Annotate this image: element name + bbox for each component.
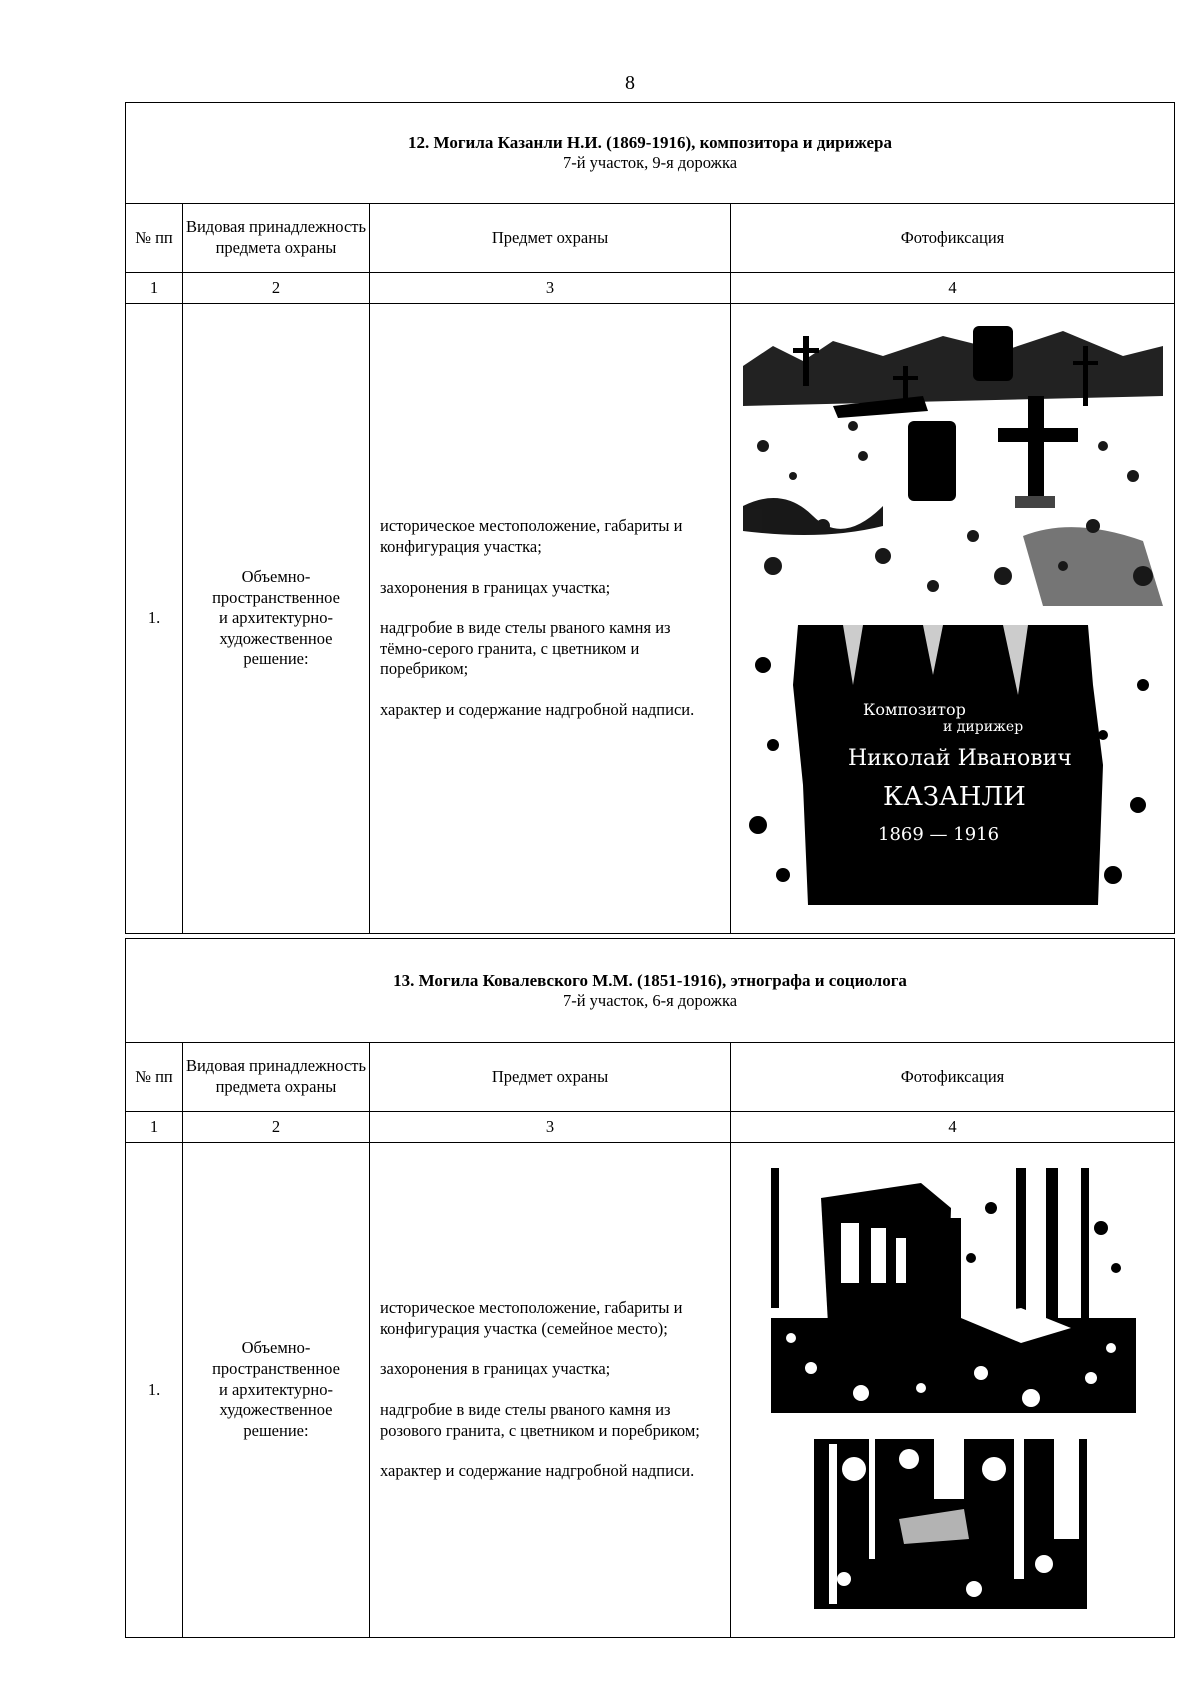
column-number: 1 [126,273,183,304]
inscription-line: и дирижер [943,719,1024,735]
column-number: 4 [731,273,1175,304]
protection-item: захоронения в границах участка; [380,577,611,597]
type-line: решение: [243,649,309,669]
column-number: 3 [370,273,731,304]
grave-photo-overview [771,1168,1136,1413]
protection-item: характер и содержание надгробной надписи. [380,1461,695,1481]
table-row [126,304,1175,934]
column-number: 2 [183,1112,370,1143]
heritage-table-13 [125,938,1175,1638]
section-location: 7-й участок, 6-я дорожка [562,990,738,1010]
column-number: 4 [731,1112,1175,1143]
photo-cell [731,304,1175,934]
heritage-table-12 [125,102,1175,934]
type-line: пространственное [212,1359,340,1379]
protection-item: захоронения в границах участка; [380,1359,611,1379]
header-photo: Фотофиксация [731,1043,1175,1112]
column-number-row [126,273,1175,304]
header-type: Видовая принадлежность предмета охраны [183,1043,370,1112]
type-line: художественное [219,1400,333,1420]
photo-cell [731,1143,1175,1638]
page-number: 8 [625,72,635,94]
column-number: 2 [183,273,370,304]
protection-item: характер и содержание надгробной надписи. [380,700,695,720]
column-number-row [126,1112,1175,1143]
column-header-row [126,1043,1175,1112]
type-line: художественное [219,628,333,648]
grave-photo-inscription [743,625,1163,905]
type-line: пространственное [212,587,340,607]
protection-item: историческое местоположение, габариты и конфигурация участка (семейное место); [380,1298,683,1338]
protection-subject-cell [370,1143,731,1638]
inscription-line: 1869 — 1916 [878,824,1000,845]
grave-photo-overview [743,326,1163,606]
inscription-line: КАЗАНЛИ [883,782,1026,812]
row-number: 1. [126,304,183,934]
type-line: Объемно- [241,1338,311,1358]
section-title-row [126,939,1175,1043]
column-header-row [126,204,1175,273]
type-cell [183,1143,370,1638]
type-cell [183,304,370,934]
row-number: 1. [126,1143,183,1638]
header-number: № пп [126,1043,183,1112]
protection-item: надгробие в виде стелы рваного камня из тёмно-серого гранита, с цветником и поребриком; [380,618,671,679]
grave-photo-detail [814,1439,1087,1609]
column-number: 1 [126,1112,183,1143]
protection-subject-cell [370,304,731,934]
header-number: № пп [126,204,183,273]
column-number: 3 [370,1112,731,1143]
section-location: 7-й участок, 9-я дорожка [562,153,738,173]
header-subject: Предмет охраны [370,1043,731,1112]
type-line: и архитектурно- [218,608,333,628]
inscription-line: Николай Иванович [848,746,1072,771]
type-line: и архитектурно- [218,1379,333,1399]
section-title-row [126,103,1175,204]
type-line: Объемно- [241,566,311,586]
section-title: 12. Могила Казанли Н.И. (1869-1916), композитора и дирижера [408,133,892,153]
table-row [126,1143,1175,1638]
protection-item: историческое местоположение, габариты и конфигурация участка; [380,516,683,556]
header-photo: Фотофиксация [731,204,1175,273]
header-subject: Предмет охраны [370,204,731,273]
header-type: Видовая принадлежность предмета охраны [183,204,370,273]
protection-item: надгробие в виде стелы рваного камня из розового гранита, с цветником и поребриком; [380,1400,700,1440]
section-title: 13. Могила Ковалевского М.М. (1851-1916), этнографа и социолога [393,970,907,990]
type-line: решение: [243,1420,309,1440]
inscription-line: Композитор [863,700,966,719]
